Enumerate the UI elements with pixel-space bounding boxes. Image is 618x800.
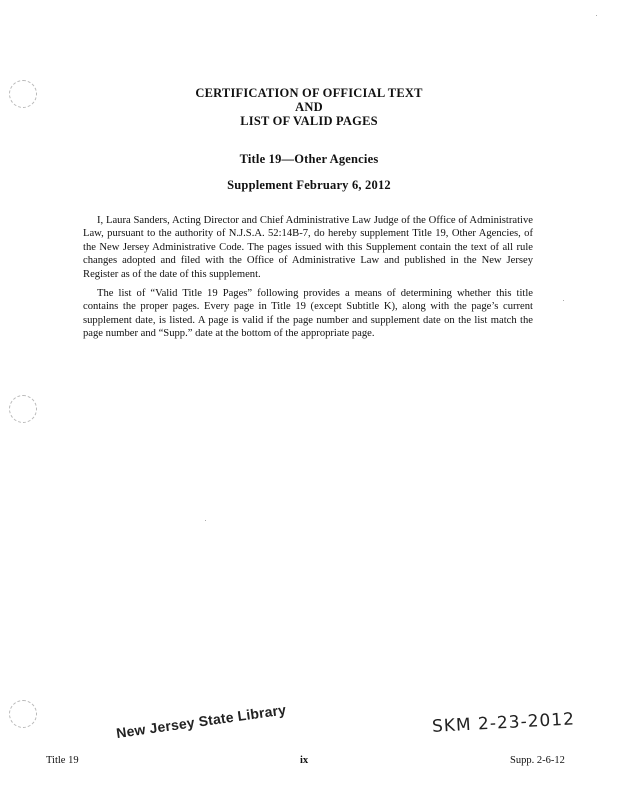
paragraph-valid-pages: The list of “Valid Title 19 Pages” following provides a means of determining whether this title contains the proper pages. Every page in Title 19 (except Subtitle K), along with the page’s current supplement date, is listed. A page is valid if the page number and supplement date on the list match the page number and “Supp.” date at the bottom of the appropriate page. xyxy=(83,288,533,340)
scan-speck xyxy=(596,15,597,16)
header-line-1: CERTIFICATION OF OFFICIAL TEXT xyxy=(195,86,423,100)
body-text xyxy=(83,214,533,347)
footer-title: Title 19 xyxy=(46,755,79,766)
header-line-3: LIST OF VALID PAGES xyxy=(240,114,378,128)
footer-page-number: ix xyxy=(300,755,309,766)
scan-speck xyxy=(563,300,564,301)
punch-hole xyxy=(9,395,37,423)
punch-hole xyxy=(9,700,37,728)
header-line-2: AND xyxy=(295,100,323,114)
paragraph-certification: I, Laura Sanders, Acting Director and Chief Administrative Law Judge of the Office of Administrative Law, pursuant to the authority of N.J.S.A. 52:14B-7, do hereby supplement Title 19, Other Agencies, of the New Jersey Administrative Code. The pages issued with this Supplement contain the text of all rule changes adopted and filed with the Office of Administrative Law and published in the New Jersey Register as of the date of this supplement. xyxy=(83,215,533,280)
library-stamp: New Jersey State Library xyxy=(115,701,288,742)
scan-speck xyxy=(205,520,206,521)
footer-supplement-date: Supp. 2-6-12 xyxy=(510,755,565,766)
title-heading: Title 19—Other Agencies xyxy=(239,152,379,166)
supplement-heading: Supplement February 6, 2012 xyxy=(227,178,391,192)
handwritten-initials-date: SKM 2-23-2012 xyxy=(431,709,576,737)
